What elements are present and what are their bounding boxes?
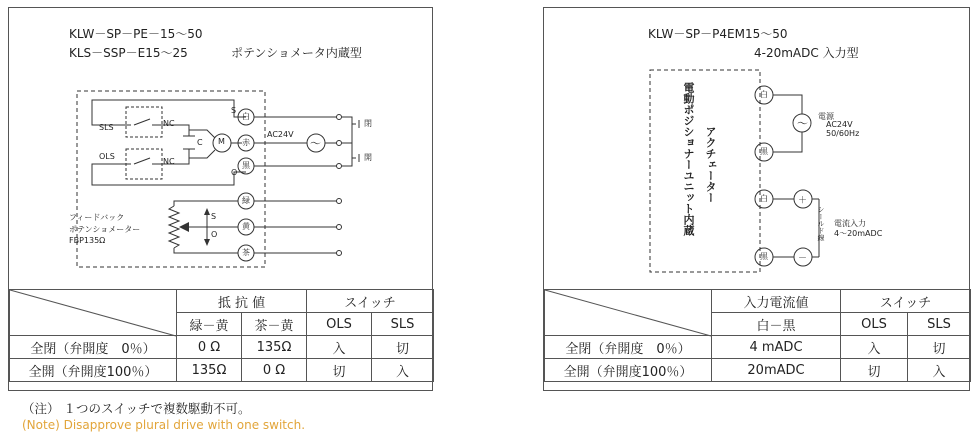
diagonal-line xyxy=(10,290,176,336)
cell-gy: 135Ω xyxy=(177,359,242,382)
terminal-black: 黒 xyxy=(242,161,250,170)
left-spec-table xyxy=(9,289,434,382)
cell-sls: 切 xyxy=(372,336,434,359)
pot-s-label: S xyxy=(211,212,217,221)
header-green-yellow: 緑－黄 xyxy=(177,313,242,336)
table-row xyxy=(10,336,434,359)
row-label: 全開（弁開度100％） xyxy=(545,359,712,382)
ols-nc-label: NC xyxy=(163,157,175,166)
diagonal-header-cell xyxy=(10,290,177,336)
cell-ols: 切 xyxy=(307,359,372,382)
capacitor-label: C xyxy=(197,138,203,147)
right-wiring-panel xyxy=(543,7,970,391)
terminal-white: 白 xyxy=(760,90,768,99)
cell-by: 135Ω xyxy=(242,336,307,359)
left-model-line1: KLW－SP－PE－15～50 xyxy=(69,27,203,41)
header-switch: スイッチ xyxy=(841,290,971,313)
header-ols: OLS xyxy=(307,313,372,336)
feedback-label-1: フィードバック xyxy=(69,213,125,222)
left-subtitle: ポテンショメータ内蔵型 xyxy=(231,46,362,60)
diagonal-header-cell xyxy=(545,290,712,336)
unit-label-line2: アクチェーター xyxy=(704,126,717,203)
row-label: 全閉（弁開度 0％） xyxy=(545,336,712,359)
header-resistance: 抵 抗 値 xyxy=(177,290,307,313)
row-label: 全開（弁開度100％） xyxy=(10,359,177,382)
cell-current: 20mADC xyxy=(712,359,841,382)
row-label: 全閉（弁開度 0％） xyxy=(10,336,177,359)
cell-by: 0 Ω xyxy=(242,359,307,382)
header-ols: OLS xyxy=(841,313,908,336)
header-sls: SLS xyxy=(908,313,971,336)
note-japanese: （注） １つのスイッチで複数駆動不可。 xyxy=(22,401,251,416)
sls-nc-label: NC xyxy=(163,119,175,128)
unit-label-line1: 電動ポジショナーユニット内蔵 xyxy=(682,82,695,236)
power-voltage-label: AC24V xyxy=(267,130,294,139)
header-white-black: 白－黒 xyxy=(712,313,841,336)
terminal-white: 白 xyxy=(242,112,250,121)
cell-ols: 切 xyxy=(841,359,908,382)
note-english: (Note) Disapprove plural drive with one switch. xyxy=(22,418,306,432)
table-row xyxy=(545,290,971,313)
left-model-line2: KLS－SSP－E15～25 xyxy=(69,46,188,60)
terminal-brown: 茶 xyxy=(242,248,250,257)
cell-ols: 入 xyxy=(307,336,372,359)
cell-current: 4 mADC xyxy=(712,336,841,359)
ac-source-symbol: 〜 xyxy=(797,117,808,130)
table-row xyxy=(545,359,971,382)
feedback-label-3: FBP135Ω xyxy=(69,236,106,245)
ac-source-symbol: 〜 xyxy=(310,137,321,150)
right-spec-table xyxy=(544,289,971,382)
cell-sls: 切 xyxy=(908,336,971,359)
terminal-red: 赤 xyxy=(242,138,250,147)
right-model-line1: KLW－SP－P4EM15～50 xyxy=(648,27,788,41)
cell-gy: 0 Ω xyxy=(177,336,242,359)
diagonal-line xyxy=(545,290,711,336)
open-label: 開 xyxy=(364,153,372,162)
motor-label: M xyxy=(218,137,225,146)
right-subtitle: 4-20mADC 入力型 xyxy=(754,46,859,60)
cell-sls: 入 xyxy=(372,359,434,382)
terminal-white: 白 xyxy=(760,194,768,203)
sls-label: SLS xyxy=(99,123,114,132)
header-input-current: 入力電流値 xyxy=(712,290,841,313)
terminal-black: 黒 xyxy=(760,147,768,156)
table-row xyxy=(10,290,434,313)
shield-wire-label: シールド線 xyxy=(817,206,825,241)
power-title: 電源 xyxy=(818,112,834,121)
input-range: 4～20mADC xyxy=(834,229,883,238)
minus-terminal: － xyxy=(798,254,808,264)
table-row xyxy=(545,336,971,359)
header-switch: スイッチ xyxy=(307,290,434,313)
power-voltage: AC24V xyxy=(826,120,853,129)
terminal-yellow: 黄 xyxy=(242,222,250,231)
terminal-green: 緑 xyxy=(242,196,250,205)
close-label: 閉 xyxy=(364,119,372,128)
table-row xyxy=(10,359,434,382)
cell-ols: 入 xyxy=(841,336,908,359)
header-brown-yellow: 茶－黄 xyxy=(242,313,307,336)
input-title: 電流入力 xyxy=(834,219,866,228)
terminal-black: 黒 xyxy=(760,252,768,261)
o-label: O xyxy=(231,168,238,177)
s-label: S xyxy=(231,106,237,115)
plus-terminal: ＋ xyxy=(798,196,808,206)
left-wiring-panel xyxy=(8,7,433,391)
ols-label: OLS xyxy=(99,152,115,161)
feedback-label-2: ポテンショメーター xyxy=(69,225,141,234)
cell-sls: 入 xyxy=(908,359,971,382)
power-frequency: 50/60Hz xyxy=(826,129,860,138)
header-sls: SLS xyxy=(372,313,434,336)
pot-o-label: O xyxy=(211,230,218,239)
